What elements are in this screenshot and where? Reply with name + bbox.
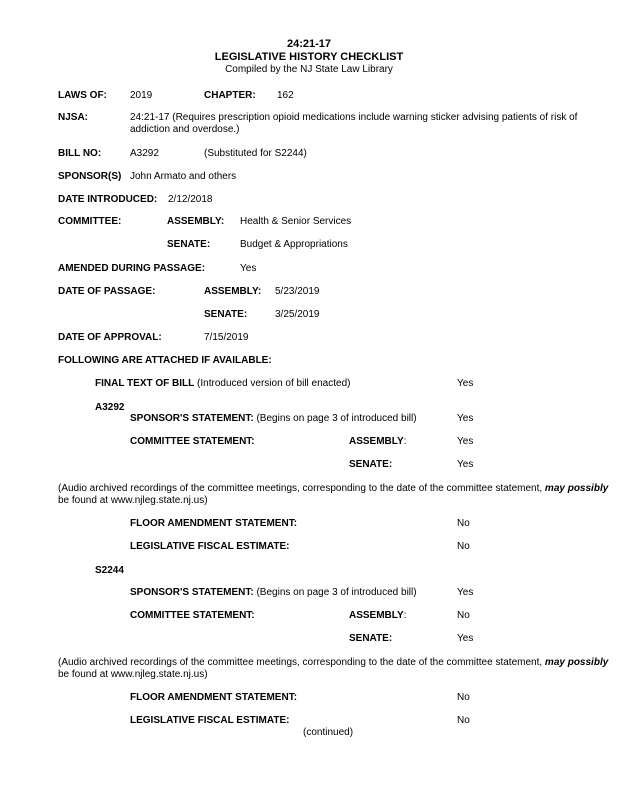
compiled-by: Compiled by the NJ State Law Library — [225, 64, 393, 75]
sponsor-statement-label: SPONSOR'S STATEMENT: — [130, 413, 254, 424]
audio-note-line2: be found at www.njleg.state.nj.us) — [58, 669, 208, 680]
sponsors-value: John Armato and others — [130, 171, 237, 182]
amended-value: Yes — [240, 263, 257, 274]
committee-statement-assembly-label: ASSEMBLY — [349, 436, 404, 447]
committee-label: COMMITTEE: — [58, 216, 122, 227]
sponsor-statement-label: SPONSOR'S STATEMENT: — [130, 587, 254, 598]
final-text-value: Yes — [457, 378, 474, 389]
sponsors-label: SPONSOR(S) — [58, 171, 122, 182]
chapter-value: 162 — [277, 90, 294, 101]
committee-statement-assembly-label: ASSEMBLY — [349, 610, 404, 621]
date-of-approval-value: 7/15/2019 — [204, 332, 249, 343]
njsa-description-line1: 24:21-17 (Requires prescription opioid medications include warning sticker advising patients of risk of — [130, 112, 578, 123]
committee-assembly-value: Health & Senior Services — [240, 216, 352, 227]
floor-amendment-value: No — [457, 692, 470, 703]
floor-amendment-label: FLOOR AMENDMENT STATEMENT: — [130, 692, 298, 703]
committee-statement-assembly-colon: : — [403, 436, 407, 447]
bill-id: A3292 — [95, 402, 125, 413]
final-text-label: FINAL TEXT OF BILL — [95, 378, 195, 389]
statute-number: 24:21-17 — [286, 38, 332, 50]
committee-assembly-label: ASSEMBLY: — [167, 216, 225, 227]
bill-no-label: BILL NO: — [58, 148, 102, 159]
floor-amendment-value: No — [457, 518, 470, 529]
audio-note-line1 — [58, 483, 608, 495]
date-of-passage-label: DATE OF PASSAGE: — [58, 286, 156, 297]
sponsor-statement-note: (Begins on page 3 of introduced bill) — [256, 413, 417, 424]
fiscal-estimate-label: LEGISLATIVE FISCAL ESTIMATE: — [130, 715, 290, 726]
final-text-row — [95, 378, 350, 390]
committee-statement-senate-label: SENATE: — [349, 459, 393, 470]
continued-note: (continued) — [303, 727, 354, 738]
attached-heading: FOLLOWING ARE ATTACHED IF AVAILABLE: — [58, 355, 272, 366]
sponsor-statement-value: Yes — [457, 587, 474, 598]
audio-note-line1 — [58, 657, 608, 669]
final-text-note: (Introduced version of bill enacted) — [197, 378, 351, 389]
passage-senate-label: SENATE: — [204, 309, 248, 320]
passage-senate-value: 3/25/2019 — [275, 309, 320, 320]
committee-senate-value: Budget & Appropriations — [240, 239, 348, 250]
audio-note-emphasis: may possibly — [544, 483, 609, 494]
committee-statement-label: COMMITTEE STATEMENT: — [130, 436, 255, 447]
sponsor-statement-note: (Begins on page 3 of introduced bill) — [256, 587, 417, 598]
committee-statement-label: COMMITTEE STATEMENT: — [130, 610, 255, 621]
sponsor-statement-row — [130, 587, 417, 599]
date-of-approval-label: DATE OF APPROVAL: — [58, 332, 162, 343]
audio-note-line2: be found at www.njleg.state.nj.us) — [58, 495, 208, 506]
audio-note-emphasis: may possibly — [544, 657, 609, 668]
bill-substitution-note: (Substituted for S2244) — [204, 148, 307, 159]
audio-note-text: (Audio archived recordings of the committee meetings, corresponding to the date of the committee statement, — [58, 483, 545, 494]
fiscal-estimate-value: No — [457, 541, 470, 552]
date-introduced-label: DATE INTRODUCED: — [58, 194, 158, 205]
bill-no-value: A3292 — [130, 148, 159, 159]
page-title: LEGISLATIVE HISTORY CHECKLIST — [214, 51, 404, 63]
passage-assembly-value: 5/23/2019 — [275, 286, 320, 297]
committee-statement-assembly-value: Yes — [457, 436, 474, 447]
fiscal-estimate-value: No — [457, 715, 470, 726]
audio-note-text: (Audio archived recordings of the committee meetings, corresponding to the date of the committee statement, — [58, 657, 545, 668]
amended-label: AMENDED DURING PASSAGE: — [58, 263, 206, 274]
laws-of-label: LAWS OF: — [58, 90, 107, 101]
committee-statement-senate-value: Yes — [457, 459, 474, 470]
committee-statement-senate-label: SENATE: — [349, 633, 393, 644]
chapter-label: CHAPTER: — [204, 90, 256, 101]
sponsor-statement-value: Yes — [457, 413, 474, 424]
committee-statement-assembly-row — [349, 436, 406, 448]
passage-assembly-label: ASSEMBLY: — [204, 286, 262, 297]
sponsor-statement-row — [130, 413, 417, 425]
committee-statement-assembly-value: No — [457, 610, 470, 621]
njsa-label: NJSA: — [58, 112, 89, 123]
floor-amendment-label: FLOOR AMENDMENT STATEMENT: — [130, 518, 298, 529]
committee-statement-senate-value: Yes — [457, 633, 474, 644]
committee-senate-label: SENATE: — [167, 239, 211, 250]
date-introduced-value: 2/12/2018 — [168, 194, 213, 205]
fiscal-estimate-label: LEGISLATIVE FISCAL ESTIMATE: — [130, 541, 290, 552]
njsa-description-line2: addiction and overdose.) — [130, 124, 240, 135]
bill-id: S2244 — [95, 565, 124, 576]
committee-statement-assembly-colon: : — [403, 610, 407, 621]
committee-statement-assembly-row — [349, 610, 406, 622]
laws-of-value: 2019 — [130, 90, 153, 101]
